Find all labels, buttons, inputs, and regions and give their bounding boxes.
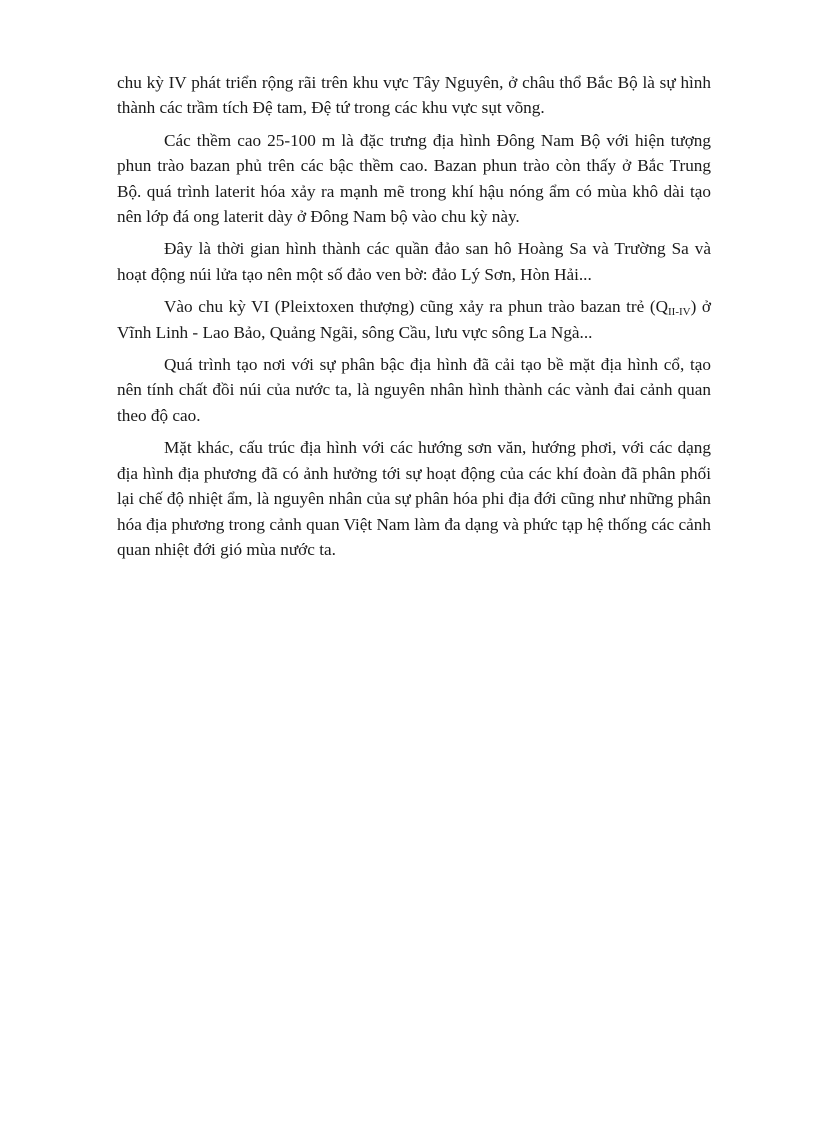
document-page bbox=[117, 70, 711, 569]
paragraph-3: Đây là thời gian hình thành các quần đảo san hô Hoàng Sa và Trường Sa và hoạt động núi lửa tạo nên một số đảo ven bờ: đảo Lý Sơn, Hòn Hải... bbox=[117, 239, 711, 284]
paragraph-2: Các thềm cao 25-100 m là đặc trưng địa hình Đông Nam Bộ với hiện tượng phun trào bazan phủ trên các bậc thềm cao. Bazan phun trào còn thấy ở Bắc Trung Bộ. quá trình laterit hóa xảy ra mạnh mẽ trong khí hậu nóng ẩm có mùa khô dài tạo nên lớp đá ong laterit dày ở Đông Nam bộ vào chu kỳ này. bbox=[117, 130, 711, 227]
paragraph-6: Mặt khác, cấu trúc địa hình với các hướng sơn văn, hướng phơi, với các dạng địa hình địa phương đã có ảnh hưởng tới sự hoạt động của các khí đoàn đã phân phối lại chế độ nhiệt ẩm, là nguyên nhân của sự phân hóa phi địa đới cũng như những phân hóa địa phương trong cảnh quan Việt Nam làm đa dạng và phức tạp hệ thống các cảnh quan nhiệt đới gió mùa nước ta. bbox=[117, 438, 711, 559]
paragraph-4 bbox=[117, 294, 711, 345]
paragraph-5: Quá trình tạo nơi với sự phân bậc địa hình đã cải tạo bề mặt địa hình cổ, tạo nên tính chất đồi núi của nước ta, là nguyên nhân hình thành các vành đai cảnh quan theo độ cao. bbox=[117, 355, 711, 425]
paragraph-4-text-before: Vào chu kỳ VI (Pleixtoxen thượng) cũng xảy ra phun trào bazan trẻ (Q bbox=[164, 297, 668, 317]
paragraph-1: chu kỳ IV phát triển rộng rãi trên khu vực Tây Nguyên, ở châu thổ Bắc Bộ là sự hình thành các trầm tích Đệ tam, Đệ tứ trong các khu vực sụt võng. bbox=[117, 73, 711, 118]
formula-subscript: II-IV bbox=[668, 306, 691, 319]
paragraph-4-text-after: ) ở Vĩnh Linh - Lao Bảo, Quảng Ngãi, sông Cầu, lưu vực sông La Ngà... bbox=[117, 297, 712, 342]
